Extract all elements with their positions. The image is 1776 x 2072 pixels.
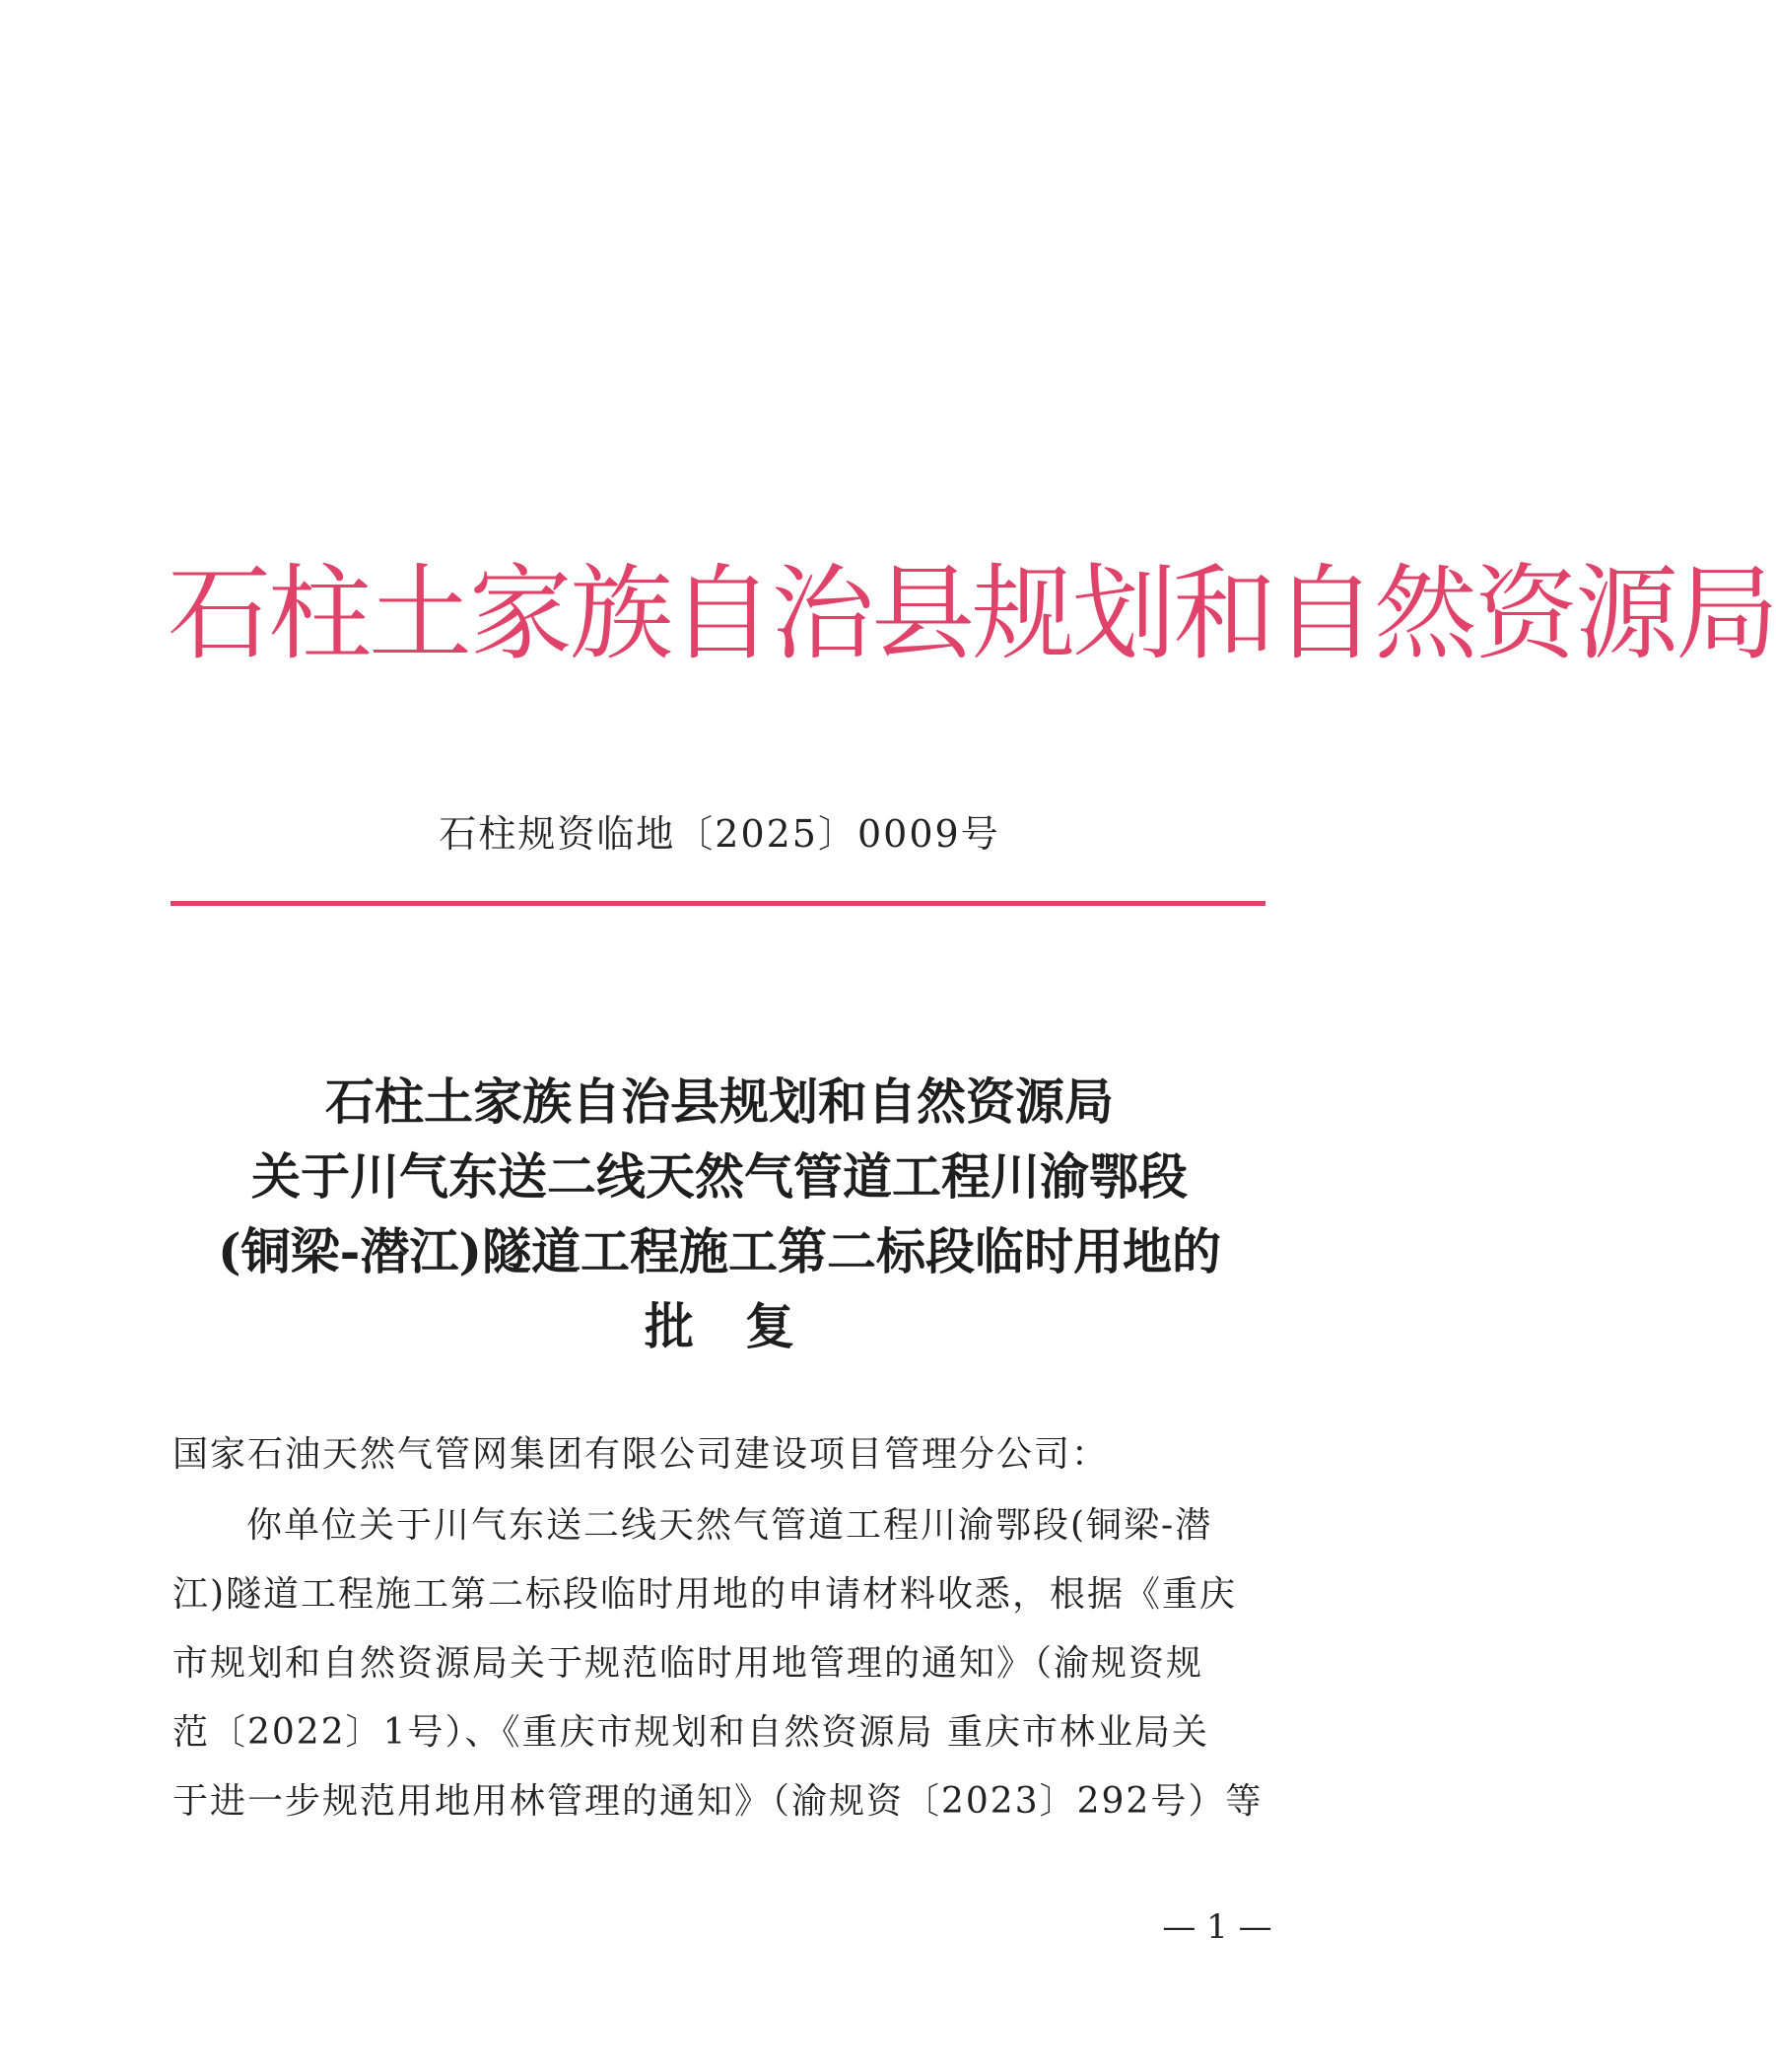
- page-number: — 1 —: [1162, 1907, 1272, 1947]
- issuer-name: 石柱土家族自治县规划和自然资源局: [168, 554, 1776, 674]
- body-text-line: 你单位关于川气东送二线天然气管道工程川渝鄂段(铜梁-潜: [246, 1505, 1213, 1546]
- title-line: (铜梁-潜江)隧道工程施工第二标段临时用地的: [217, 1222, 1222, 1280]
- title-line: 关于川气东送二线天然气管道工程川渝鄂段: [251, 1147, 1188, 1206]
- title-line: 石柱土家族自治县规划和自然资源局: [325, 1072, 1114, 1131]
- document-number: 石柱规资临地〔2025〕0009号: [439, 812, 1000, 856]
- document-title: [168, 1065, 1271, 1364]
- body-text-line: 范〔2022〕1号）、《重庆市规划和自然资源局 重庆市林业局关: [172, 1712, 1209, 1753]
- body-text-line: 江)隧道工程施工第二标段临时用地的申请材料收悉，根据《重庆: [172, 1574, 1238, 1615]
- body-text-line: 市规划和自然资源局关于规范临时用地管理的通知》（渝规资规: [172, 1643, 1204, 1684]
- body-text-line: 于进一步规范用地用林管理的通知》（渝规资〔2023〕292号）等: [172, 1781, 1264, 1822]
- recipient-line: 国家石油天然气管网集团有限公司建设项目管理分公司：: [172, 1434, 1110, 1475]
- red-divider-line: [171, 901, 1265, 906]
- title-line-reply: 批复: [645, 1297, 846, 1355]
